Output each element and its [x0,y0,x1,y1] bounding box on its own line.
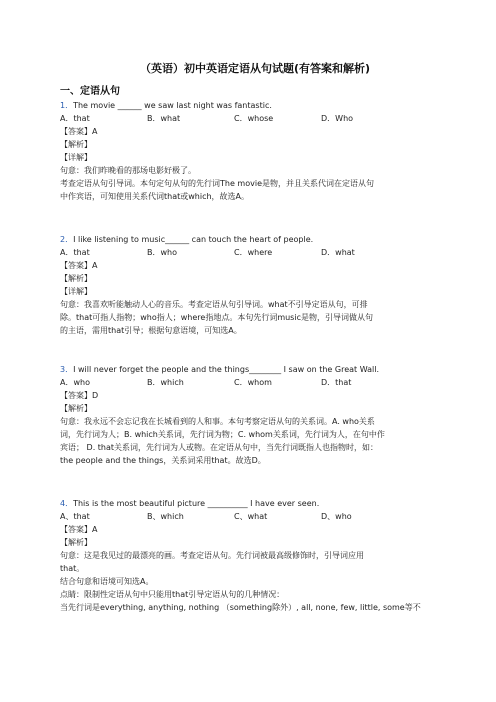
question-2 [60,233,450,337]
options-row [60,112,450,125]
explanation-line: 点睛：限制性定语从句中只能用that引导定语从句的几种情况： [60,590,285,599]
explanation-line: 句意：我永远不会忘记我在长城看到的人和事。本句考察定语从句的关系词。A. who关系 [60,417,375,426]
option-a: A、that [60,512,90,521]
question-4 [60,497,450,614]
question-stem: 2．I like listening to music______ can touch the heart of people. [60,235,314,244]
explanation-line: 句意：这是我见过的最漂亮的画。考查定语从句。先行词被最高级修饰时，引导词应用 [60,551,364,560]
explanation-line: 句意：我喜欢听能触动人心的音乐。考查定语从句引导词。what不引导定语从句，可排 [60,300,368,309]
option-a: A．that [60,114,90,123]
option-a: A．who [60,378,90,387]
option-a: A．that [60,248,90,257]
option-d: D．that [321,378,352,387]
option-b: B、which [147,512,184,521]
option-d: D、who [321,512,352,521]
option-c: C、what [234,512,268,521]
section-heading: 一、定语从句 [60,86,120,97]
answer-label: 【答案】A [60,127,98,136]
document-title: （英语）初中英语定语从句试题(有答案和解析) [139,62,371,75]
options-row [60,246,450,259]
question-stem: 3．I will never forget the people and the things________ I saw on the Great Wall. [60,365,379,374]
option-b: B．which [147,378,184,387]
option-c: C．whom [234,378,272,387]
question-stem: 1．The movie ______ we saw last night was fantastic. [60,101,272,110]
explanation-line: 词，先行词为人；B. which关系词，先行词为物；C. whom关系词，先行词为人，在句中作 [60,430,385,439]
option-c: C．where [234,248,273,257]
explanation-line: 结合句意和语境可知选A。 [60,577,154,586]
question-number: 2． [60,235,74,244]
analysis-label: 【解析】 [60,274,92,283]
detail-label: 【详解】 [60,153,92,162]
explanation-line: 除。that可指人指物；who指人；where指地点。本句先行词music是物，引导词做从句 [60,313,373,322]
option-b: B．who [147,248,177,257]
answer-label: 【答案】D [60,391,99,400]
option-d: D．Who [321,114,354,123]
options-row [60,510,450,523]
explanation-line: 的主语，需用that引导；根据句意语境，可知选A。 [60,326,242,335]
explanation-line: 句意：我们昨晚看的那场电影好极了。 [60,166,196,175]
options-row [60,376,450,389]
answer-label: 【答案】A [60,525,98,534]
analysis-label: 【解析】 [60,404,92,413]
explanation-line: 中作宾语，可知使用关系代词that或which，故选A。 [60,192,250,201]
option-d: D．what [321,248,355,257]
question-1 [60,99,450,203]
option-c: C．whose [234,114,274,123]
explanation-line: the people and the things，关系词采用that。故选D。 [60,456,266,465]
explanation-line: 宾语； D. that关系词，先行词为人或物。在定语从句中，当先行词既指人也指物时，如： [60,443,379,452]
explanation-line: 考查定语从句引导词。本句定句从句的先行词The movie是物，并且关系代词在定语从句 [60,179,374,188]
question-3 [60,363,450,467]
answer-label: 【答案】A [60,261,98,270]
option-b: B．what [147,114,181,123]
analysis-label: 【解析】 [60,140,92,149]
detail-label: 【详解】 [60,287,92,296]
question-number: 1． [60,101,74,110]
question-stem: 4．This is the most beautiful picture __________ I have ever seen. [60,499,320,508]
explanation-line: that。 [60,564,85,573]
question-number: 3． [60,365,74,374]
question-number: 4． [60,499,74,508]
analysis-label: 【解析】 [60,538,92,547]
explanation-line: 当先行词是everything, anything, nothing （something除外）, all, none, few, little, some等不 [60,603,421,612]
